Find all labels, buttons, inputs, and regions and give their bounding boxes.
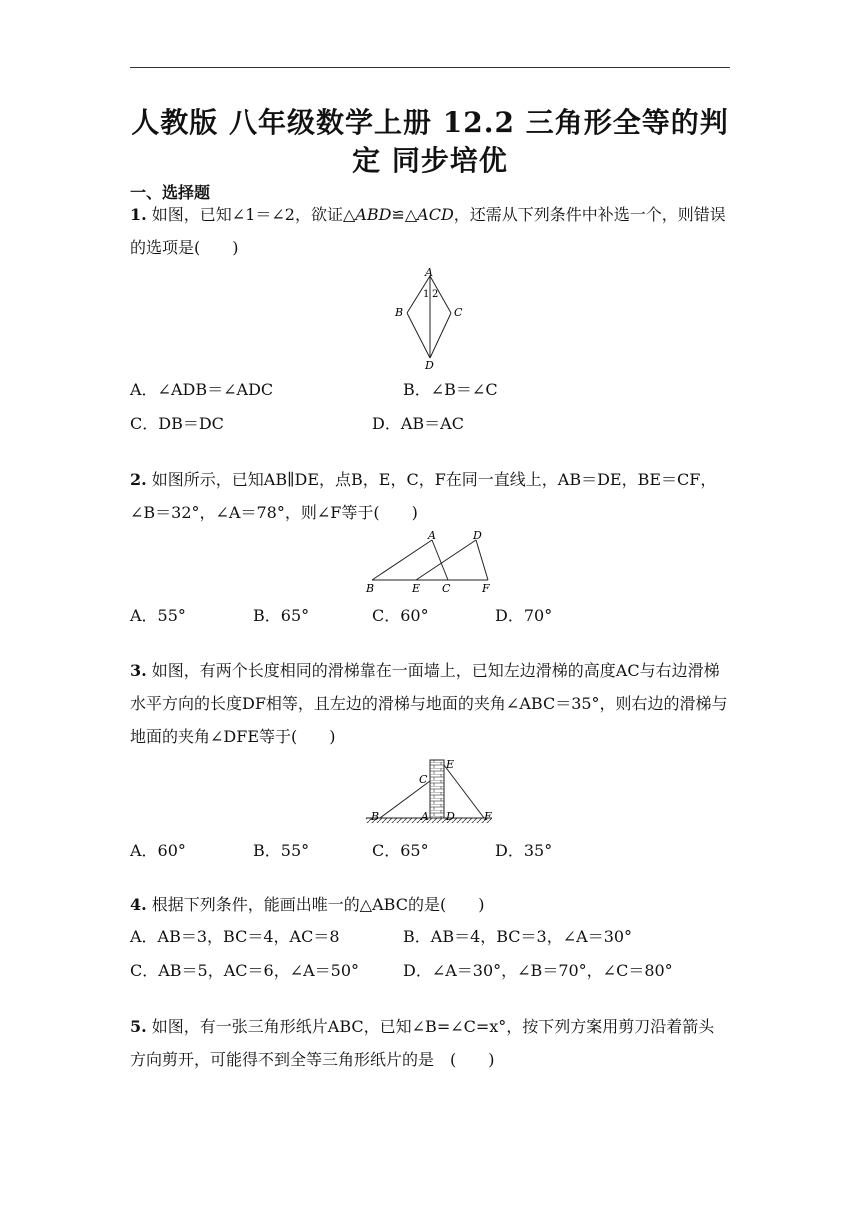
label-d: D [446,810,455,823]
option-c: C．DB＝DC [130,414,224,433]
label-c: C [442,582,451,595]
label-b: B [371,810,380,823]
question-number: 1. [130,205,147,224]
option-c: C．AB＝5，AC＝6，∠A＝50° [130,961,360,980]
option-c: C．65° [372,841,429,860]
option-d: D．∠A＝30°，∠B＝70°，∠C＝80° [403,961,673,980]
figure-q1 [390,266,470,372]
option-b: B．∠B＝∠C [403,380,498,399]
option-a: A．55° [130,606,186,625]
option-c: C．60° [372,606,429,625]
wall [430,760,444,818]
figure-q2 [364,528,496,598]
section-heading: 一、选择题 [130,183,211,202]
question-number: 2. [130,470,147,489]
question-stem: 根据下列条件，能画出唯一的△ABC的是( ) [151,895,485,914]
label-angle-2: 2 [432,289,439,300]
option-a: A．60° [130,841,186,860]
option-d: D．70° [495,606,553,625]
option-d: D．35° [495,841,553,860]
label-angle-1: 1 [423,289,430,300]
header-rule [130,67,730,68]
label-b: B [366,582,375,595]
question-stem: 如图，有一张三角形纸片ABC，已知∠B=∠C=x°，按下列方案用剪刀沿着箭头方向剪开，可能得不到全等三角形纸片的是 ( ) [130,1017,715,1069]
question-stem: ABD [355,205,392,224]
question-3 [130,654,730,753]
question-stem: 如图，已知∠1＝∠2，欲证△ [151,205,356,224]
label-c: C [419,773,428,786]
label-a: A [421,810,429,823]
question-4 [130,888,730,921]
label-e: E [446,758,455,771]
question-stem: ACD [417,205,454,224]
question-5 [130,1010,730,1076]
label-a: A [428,529,436,542]
option-b: B．AB＝4，BC＝3，∠A＝30° [403,927,633,946]
label-c: C [454,306,463,319]
label-b: B [395,306,404,319]
option-a: A．∠ADB＝∠ADC [130,380,274,399]
label-d: D [473,529,482,542]
question-stem: ，还需从下列条件中补选一个，则错误的选项是( ) [130,205,726,257]
option-b: B．55° [253,841,310,860]
question-stem: 如图所示，已知AB∥DE，点B，E，C，F在同一直线上，AB＝DE，BE＝CF，∠B＝32°，∠A＝78°，则∠F等于( ) [130,470,717,522]
label-f: F [482,582,490,595]
question-number: 5. [130,1017,147,1036]
question-1 [130,198,730,264]
page-title: 人教版 八年级数学上册 12.2 三角形全等的判定 同步培优 [131,106,729,177]
ground-hatch [366,818,492,823]
question-stem: ≌△ [391,205,418,224]
label-a: A [425,266,433,279]
question-number: 4. [130,895,147,914]
option-b: B．65° [253,606,310,625]
figure-q3 [364,756,498,828]
question-2 [130,463,730,529]
label-f: F [484,810,492,823]
label-e: E [412,582,421,595]
question-stem: 如图，有两个长度相同的滑梯靠在一面墙上，已知左边滑梯的高度AC与右边滑梯水平方向的长度DF相等，且左边的滑梯与地面的夹角∠ABC＝35°，则右边的滑梯与地面的夹角∠DFE等于( ) [130,661,728,746]
option-a: A．AB＝3，BC＝4，AC＝8 [130,927,340,946]
option-d: D．AB＝AC [372,414,464,433]
label-d: D [425,359,434,372]
question-number: 3. [130,661,147,680]
